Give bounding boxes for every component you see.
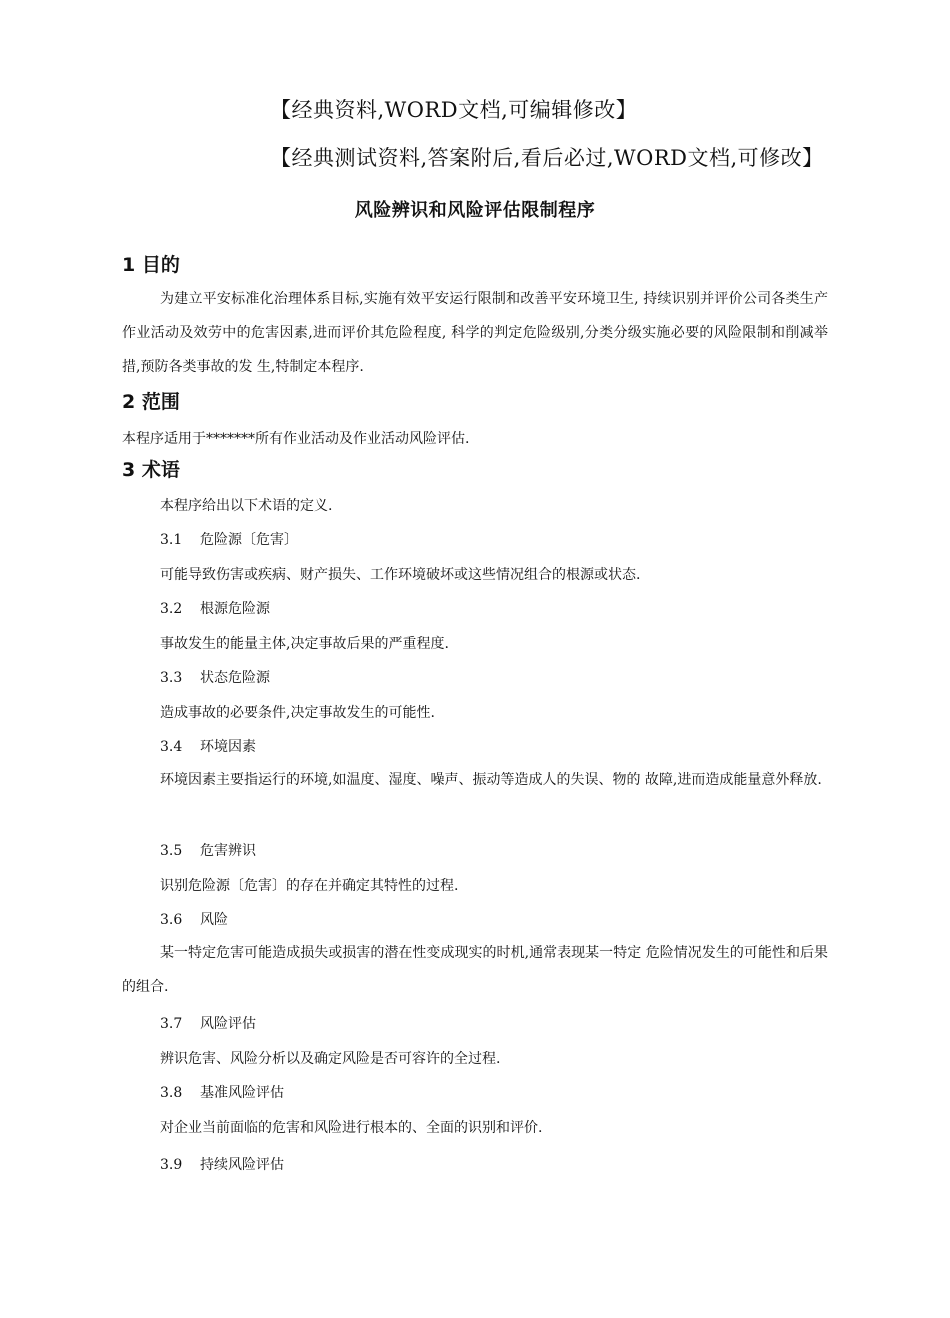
scope-paragraph: 本程序适用于*******所有作业活动及作业活动风险评估.: [122, 431, 470, 447]
term-heading: [160, 529, 298, 549]
term-definition: 对企业当前面临的危害和风险进行根本的、全面的识别和评价.: [160, 1120, 543, 1136]
term-heading: [160, 667, 270, 687]
term-heading: [160, 736, 256, 756]
term-number: 3.2: [160, 601, 183, 617]
term-definition: 造成事故的必要条件,决定事故发生的可能性.: [160, 705, 435, 721]
term-number: 3.8: [160, 1085, 183, 1101]
term-name: 风险评估: [200, 1016, 256, 1032]
term-name: 环境因素: [200, 739, 256, 755]
term-heading: [160, 1013, 256, 1033]
term-name: 基准风险评估: [200, 1085, 284, 1101]
term-name: 状态危险源: [200, 670, 270, 686]
term-heading: [160, 1154, 284, 1174]
term-number: 3.1: [160, 532, 183, 548]
term-definition: 事故发生的能量主体,决定事故后果的严重程度.: [160, 636, 449, 652]
term-number: 3.7: [160, 1016, 183, 1032]
term-name: 持续风险评估: [200, 1157, 284, 1173]
term-number: 3.9: [160, 1157, 183, 1173]
section-heading-purpose: 1 目的: [122, 254, 180, 276]
purpose-paragraph: 为建立平安标准化治理体系目标,实施有效平安运行限制和改善平安环境卫生, 持续识别并评价公司各类生产作业活动及效劳中的危害因素,进而评价其危险程度, 科学的判定危险级别,分类分级实施必要的风险限制和削减举措,预防各类事故的发 生,特制定本程序.: [122, 291, 828, 375]
term-number: 3.6: [160, 912, 183, 928]
term-number: 3.4: [160, 739, 183, 755]
section-heading-scope: 2 范围: [122, 391, 180, 413]
term-name: 根源危险源: [200, 601, 270, 617]
document-title: 风险辨识和风险评估限制程序: [354, 200, 596, 221]
term-number: 3.5: [160, 843, 183, 859]
term-name: 危害辨识: [200, 843, 256, 859]
term-name: 危险源〔危害〕: [200, 532, 298, 548]
term-heading: [160, 1082, 284, 1102]
term-definition: 可能导致伤害或疾病、财产损失、工作环境破坏或这些情况组合的根源或状态.: [160, 567, 641, 583]
term-number: 3.3: [160, 670, 183, 686]
term-definition: 某一特定危害可能造成损失或损害的潜在性变成现实的时机,通常表现某一特定 危险情况发生的可能性和后果的组合.: [122, 945, 828, 995]
term-heading: [160, 909, 228, 929]
term-name: 风险: [200, 912, 228, 928]
term-heading: [160, 598, 270, 618]
terms-intro: 本程序给出以下术语的定义.: [160, 498, 333, 514]
section-heading-terms: 3 术语: [122, 459, 180, 481]
banner-line-2: 【经典测试资料,答案附后,看后必过,WORD文档,可修改】: [270, 146, 824, 170]
term-definition: 识别危险源〔危害〕的存在并确定其特性的过程.: [160, 878, 459, 894]
term-definition: 环境因素主要指运行的环境,如温度、湿度、噪声、振动等造成人的失误、物的 故障,进而造成能量意外释放.: [160, 772, 822, 788]
term-heading: [160, 840, 256, 860]
term-definition: 辨识危害、风险分析以及确定风险是否可容许的全过程.: [160, 1051, 501, 1067]
banner-line-1: 【经典资料,WORD文档,可编辑修改】: [270, 98, 638, 122]
